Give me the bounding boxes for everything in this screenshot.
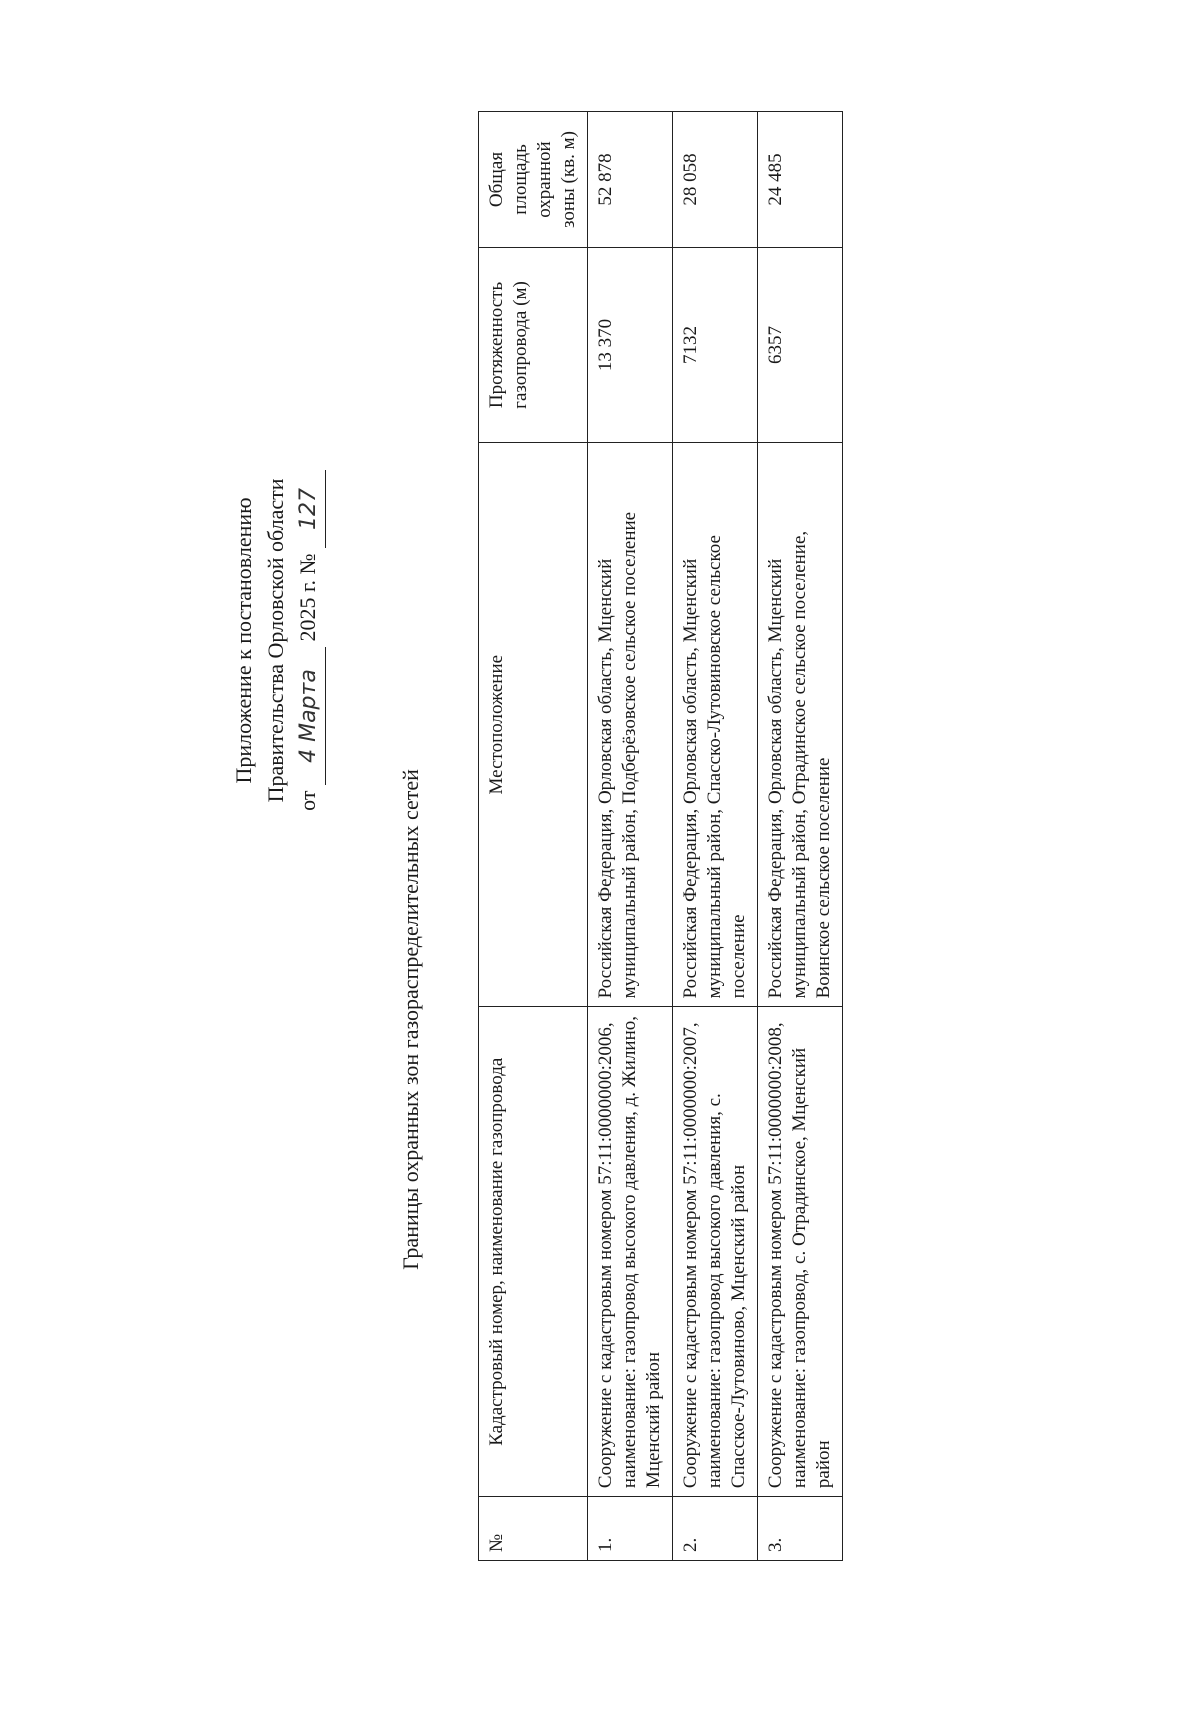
protection-zones-table <box>478 111 843 1561</box>
row-num: 3. <box>758 1497 843 1561</box>
table-header-row <box>479 112 588 1561</box>
appendix-line-2: Правительства Орловской области <box>263 478 288 803</box>
table-row <box>588 112 673 1561</box>
row-area: 52 878 <box>588 112 673 248</box>
row-num: 2. <box>673 1497 758 1561</box>
handwritten-number: 127 <box>293 470 326 548</box>
header-num: № <box>479 1497 588 1561</box>
date-prefix: от <box>295 790 320 811</box>
row-area: 28 058 <box>673 112 758 248</box>
document-title: Границы охранных зон газораспределительных сетей <box>398 769 423 1270</box>
appendix-line-3 <box>292 470 326 811</box>
row-location: Российская Федерация, Орловская область, Мценский муниципальный район, Спасско-Лутовиновское сельское поселение <box>673 442 758 1006</box>
year-and-number-label: 2025 г. № <box>295 553 320 642</box>
row-length: 13 370 <box>588 248 673 443</box>
row-location: Российская Федерация, Орловская область, Мценский муниципальный район, Отрадинское сельское поселение, Воинское сельское поселение <box>758 442 843 1006</box>
row-length: 7132 <box>673 248 758 443</box>
row-num: 1. <box>588 1497 673 1561</box>
appendix-header <box>228 470 326 811</box>
handwritten-date: 4 Марта <box>293 647 326 785</box>
row-length: 6357 <box>758 248 843 443</box>
header-location: Местоположение <box>479 442 588 1006</box>
header-name: Кадастровый номер, наименование газопровода <box>479 1007 588 1497</box>
row-area: 24 485 <box>758 112 843 248</box>
table-row <box>673 112 758 1561</box>
appendix-line-1: Приложение к постановлению <box>231 497 256 784</box>
row-name: Сооружение с кадастровым номером 57:11:0000000:2007, наименование: газопровод высокого давления, с. Спасское-Лутовиново, Мценский район <box>673 1007 758 1497</box>
row-name: Сооружение с кадастровым номером 57:11:0000000:2006, наименование: газопровод высокого давления, д. Жилино, Мценский район <box>588 1007 673 1497</box>
header-area: Общая площадь охранной зоны (кв. м) <box>479 112 588 248</box>
row-name: Сооружение с кадастровым номером 57:11:0000000:2008, наименование: газопровод, с. Отрадинское, Мценский район <box>758 1007 843 1497</box>
row-location: Российская Федерация, Орловская область, Мценский муниципальный район, Подберёзовское сельское поселение <box>588 442 673 1006</box>
table-row <box>758 112 843 1561</box>
header-length: Протяженность газопровода (м) <box>479 248 588 443</box>
